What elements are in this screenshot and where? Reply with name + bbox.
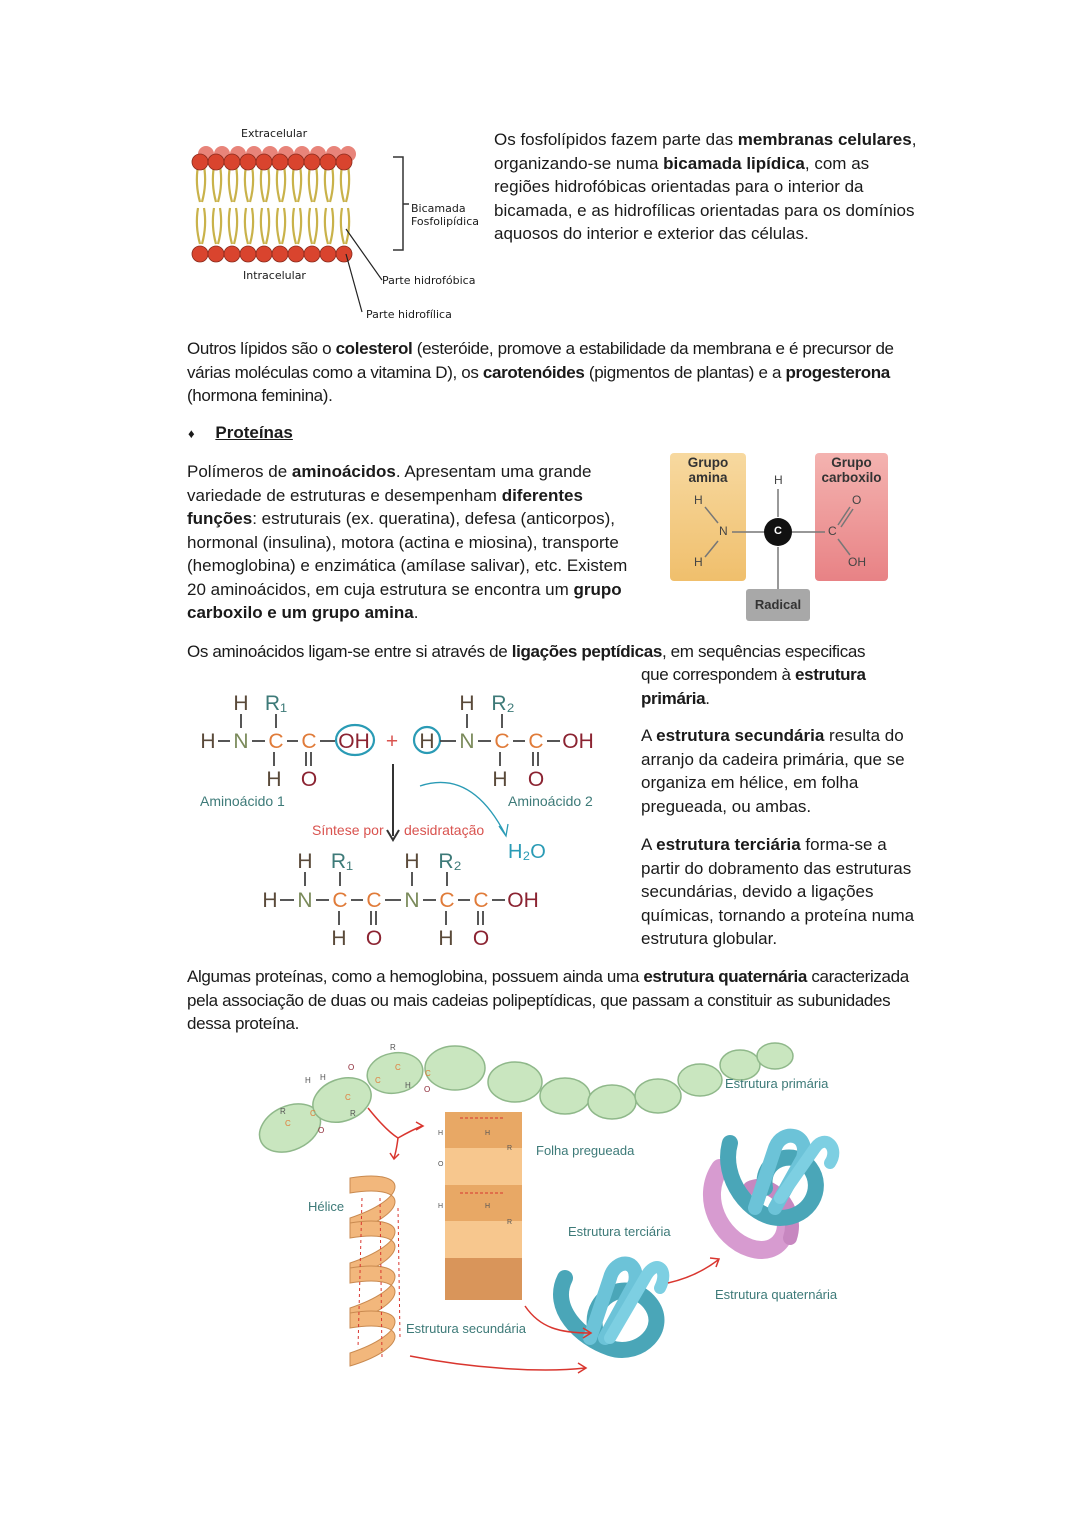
svg-text:H: H: [419, 730, 435, 753]
nitrogen-atom: N: [719, 524, 728, 538]
svg-text:R₂: R₂: [438, 850, 462, 873]
r2-label: R₂: [491, 692, 515, 715]
svg-text:O: O: [438, 1161, 444, 1168]
svg-text:O: O: [424, 1085, 431, 1094]
svg-text:H: H: [405, 1081, 411, 1090]
pointer-lines: [186, 124, 486, 324]
membrane-figure: [186, 124, 486, 324]
svg-text:C: C: [494, 730, 510, 753]
pleated-sheet-label: Folha pregueada: [536, 1143, 635, 1158]
svg-text:H: H: [438, 927, 454, 950]
svg-text:R: R: [507, 1219, 513, 1226]
svg-text:H: H: [233, 692, 249, 715]
svg-text:N: N: [233, 730, 249, 753]
svg-text:C: C: [425, 1069, 431, 1078]
svg-text:C: C: [268, 730, 284, 753]
amine-hydrogen-upper: H: [694, 493, 703, 507]
carboxyl-carbon: C: [828, 524, 837, 538]
svg-text:N: N: [459, 730, 475, 753]
svg-text:OH: OH: [507, 889, 539, 912]
svg-text:O: O: [365, 927, 383, 950]
svg-text:C: C: [310, 1109, 316, 1118]
quaternary-structure-label: Estrutura quaternária: [715, 1287, 838, 1302]
other-lipids-paragraph: Outros lípidos são o colesterol (esteróide, promove a estabilidade da membrana e é precursor de várias moléculas como a vitamina D), os carotenóides (pigmentos de plantas) e a progesterona (hormona feminina).: [187, 339, 894, 405]
svg-text:H: H: [262, 889, 278, 912]
svg-text:H: H: [297, 850, 313, 873]
svg-text:C: C: [375, 1076, 381, 1085]
amino-acid-figure: [670, 453, 890, 625]
amine-title: Grupo amina: [687, 455, 729, 485]
bilayer-label: Bicamada Fosfolipídica: [411, 202, 479, 228]
section-title: Proteínas: [215, 423, 293, 442]
svg-text:C: C: [395, 1063, 401, 1072]
svg-text:C: C: [439, 889, 455, 912]
svg-text:H: H: [404, 850, 420, 873]
top-hydrogen: H: [774, 473, 783, 487]
svg-text:H: H: [485, 1203, 491, 1210]
svg-text:O: O: [300, 768, 318, 791]
plus-sign: +: [385, 730, 399, 753]
tertiary-structure-label: Estrutura terciária: [568, 1224, 671, 1239]
secondary-structure-label: Estrutura secundária: [406, 1321, 526, 1336]
peptide-bond-figure: [190, 686, 610, 956]
svg-text:C: C: [301, 730, 317, 753]
svg-text:H: H: [438, 1203, 444, 1210]
svg-text:H: H: [459, 692, 475, 715]
amino-acid-2-label: Aminoácido 2: [508, 793, 593, 809]
water-label: H₂O: [508, 841, 546, 863]
carboxyl-title: Grupo carboxilo: [821, 455, 882, 485]
phospholipids-paragraph: Os fosfolípidos fazem parte das membranas celulares, organizando-se numa bicamada lipídica, com as regiões hidrofóbicas orientadas para o interior da bicamada, e as hidrofílicas orientadas para os domínios aquosos do interior e exterior das células.: [494, 130, 917, 243]
svg-text:C: C: [285, 1119, 291, 1128]
hydroxyl-group: OH: [848, 555, 866, 569]
radical-box: Radical: [746, 589, 810, 621]
tertiary-structure-icon: [561, 1264, 663, 1350]
section-heading: [188, 423, 293, 443]
svg-text:N: N: [297, 889, 313, 912]
svg-text:R: R: [280, 1107, 286, 1116]
svg-text:R: R: [507, 1145, 513, 1152]
svg-text:R: R: [390, 1043, 396, 1052]
carboxyl-oxygen: O: [852, 493, 862, 507]
pleated-sheet-icon: [438, 1112, 522, 1300]
svg-text:O: O: [527, 768, 545, 791]
central-carbon-label: C: [774, 525, 782, 537]
svg-text:H: H: [331, 927, 347, 950]
hydrophilic-label: Parte hidrofílica: [366, 308, 452, 321]
svg-text:C: C: [345, 1093, 351, 1102]
helix-label: Hélice: [308, 1199, 345, 1214]
primary-structure-label: Estrutura primária: [725, 1076, 829, 1091]
svg-text:O: O: [318, 1126, 325, 1135]
svg-text:H: H: [200, 730, 216, 753]
svg-text:C: C: [528, 730, 544, 753]
svg-text:H: H: [485, 1130, 491, 1137]
svg-text:R: R: [350, 1109, 356, 1118]
peptide-paragraph-continued: que correspondem à estrutura primária.: [641, 665, 866, 708]
intracellular-label: Intracelular: [243, 269, 306, 282]
svg-text:C: C: [332, 889, 348, 912]
hydrophobic-label: Parte hidrofóbica: [382, 274, 476, 287]
primary-structure-beads: [252, 1043, 793, 1161]
svg-text:O: O: [348, 1063, 355, 1072]
peptide-paragraph-line1: Os aminoácidos ligam-se entre si através de ligações peptídicas, em sequências especificas: [187, 642, 866, 661]
tertiary-structure-paragraph: A estrutura terciária forma-se a partir do dobramento das estruturas secundárias, devido a ligações químicas, tornando a proteína numa estrutura globular.: [641, 835, 915, 948]
proteins-paragraph: Polímeros de aminoácidos. Apresentam uma grande variedade de estruturas e desempenham diferentes funções: estruturais (ex. queratina), defesa (anticorpos), hormonal (insulina), motora (actina e miosina), transporte (hemoglobina) e enzimática (amílase salivar), etc. Existem 20 aminoácidos, em cuja estrutura se encontra um grupo carboxilo e um grupo amina.: [187, 462, 628, 622]
quaternary-structure-icon: [712, 1136, 833, 1250]
dehydration-label: desidratação: [404, 822, 485, 838]
helix-icon: [350, 1176, 395, 1366]
svg-text:H: H: [438, 1130, 444, 1137]
secondary-structure-paragraph: A estrutura secundária resulta do arranjo da cadeira primária, que se organiza em hélice, em folha pregueada, ou ambas.: [641, 726, 905, 816]
svg-text:O: O: [472, 927, 490, 950]
svg-text:R₁: R₁: [330, 850, 354, 873]
amine-hydrogen-lower: H: [694, 555, 703, 569]
svg-text:H: H: [305, 1076, 311, 1085]
svg-text:OH: OH: [562, 730, 594, 753]
svg-text:C: C: [473, 889, 489, 912]
svg-text:H: H: [266, 768, 282, 791]
synthesis-label: Síntese por: [312, 822, 384, 838]
bullet-diamond-icon: ♦: [188, 426, 195, 441]
extracellular-label: Extracelular: [241, 127, 308, 140]
protein-structure-figure: [250, 1038, 850, 1383]
svg-text:N: N: [404, 889, 420, 912]
svg-text:H: H: [492, 768, 508, 791]
quaternary-structure-paragraph: Algumas proteínas, como a hemoglobina, possuem ainda uma estrutura quaternária caracterizada pela associação de duas ou mais cadeias polipeptídicas, que passam a constituir as subunidades dessa proteína.: [187, 967, 909, 1033]
svg-text:H: H: [320, 1073, 326, 1082]
r1-label: R₁: [264, 692, 288, 715]
svg-text:C: C: [366, 889, 382, 912]
amino-acid-1-label: Aminoácido 1: [200, 793, 285, 809]
svg-text:OH: OH: [338, 730, 370, 753]
